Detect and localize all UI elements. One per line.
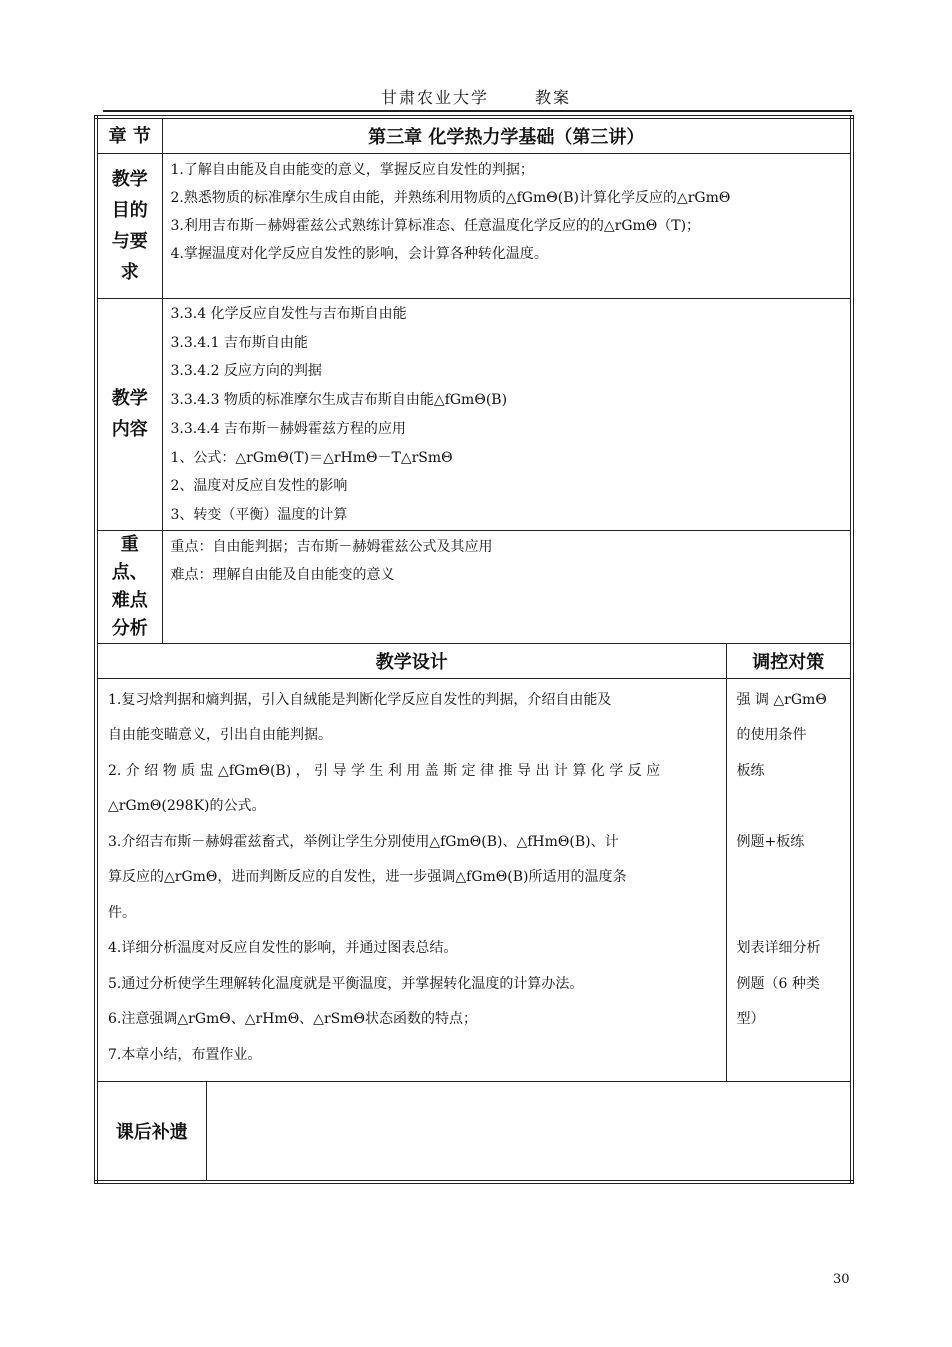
list-item: 2、温度对反应自发性的影响 bbox=[170, 478, 348, 495]
doc-type: 教案 bbox=[535, 88, 572, 107]
spacer bbox=[727, 789, 851, 825]
content-label-text: 教学内容 bbox=[111, 388, 148, 441]
keypoints-list bbox=[162, 530, 852, 643]
list-item: 1、公式：△rGmΘ(T)＝△rHmΘ－T△rSmΘ bbox=[170, 449, 453, 466]
objectives-row bbox=[96, 154, 852, 299]
objectives-label bbox=[96, 154, 162, 299]
control-note: 型） bbox=[736, 1011, 765, 1028]
design-line: 自由能变瞄意义，引出自由能判据。 bbox=[108, 727, 332, 744]
design-line: 算反应的△rGmΘ，进而判断反应的自发性，进一步强调△fGmΘ(B)所适用的温度条 bbox=[108, 869, 627, 886]
control-note: 强 调 △rGmΘ bbox=[736, 691, 827, 708]
list-item: 2.熟悉物质的标准摩尔生成自由能，并熟练利用物质的△fGmΘ(B)计算化学反应的△rGmΘ bbox=[170, 190, 731, 206]
list-item: 3.3.4.3 物质的标准摩尔生成吉布斯自由能△fGmΘ(B) bbox=[170, 392, 508, 409]
design-line: 5.通过分析使学生理解转化温度就是平衡温度，并掌握转化温度的计算办法。 bbox=[108, 975, 584, 992]
design-line: 件。 bbox=[108, 904, 136, 921]
design-line: 1.复习焓判据和熵判据，引入自絨能是判断化学反应自发性的判据，介绍自由能及 bbox=[108, 691, 612, 708]
design-line: △rGmΘ(298K)的公式。 bbox=[108, 798, 266, 815]
chapter-label: 章 节 bbox=[96, 117, 162, 154]
list-item: 3、转变（平衡）温度的计算 bbox=[170, 506, 348, 523]
design-body bbox=[96, 678, 726, 1081]
content-label bbox=[96, 299, 162, 531]
list-item: 难点：理解自由能及自由能变的意义 bbox=[170, 566, 395, 583]
list-item: 1.了解自由能及自由能变的意义，掌握反应自发性的判据； bbox=[170, 162, 534, 178]
control-note: 划表详细分析 bbox=[736, 940, 821, 957]
header-rule bbox=[103, 110, 852, 112]
control-header: 调控对策 bbox=[726, 643, 852, 678]
spacer bbox=[727, 860, 851, 896]
objectives-list bbox=[162, 154, 852, 299]
afterclass-row bbox=[96, 1081, 852, 1182]
design-line: 7.本章小结，布置作业。 bbox=[108, 1046, 262, 1063]
design-header: 教学设计 bbox=[96, 643, 726, 678]
design-line: 3.介绍吉布斯－赫姆霍兹畜式，举例让学生分别使用△fGmΘ(B)、△fHmΘ(B)、计 bbox=[108, 833, 619, 850]
list-item: 3.3.4.4 吉布斯－赫姆霍兹方程的应用 bbox=[170, 420, 406, 437]
page-header bbox=[0, 85, 952, 108]
chapter-row bbox=[96, 117, 852, 154]
afterclass-content bbox=[206, 1081, 852, 1182]
page-number: 30 bbox=[833, 1272, 850, 1287]
list-item: 3.3.4.2 反应方向的判据 bbox=[170, 363, 322, 380]
design-row bbox=[96, 678, 852, 1081]
control-note: 例题+板练 bbox=[736, 833, 805, 850]
control-body bbox=[726, 678, 852, 1081]
list-item: 3.利用吉布斯－赫姆霍兹公式熟练计算标准态、任意温度化学反应的的△rGmΘ（T)； bbox=[170, 218, 701, 234]
design-line: 6.注意强调△rGmΘ、△rHmΘ、△rSmΘ状态函数的特点； bbox=[108, 1011, 477, 1028]
list-item: 4.掌握温度对化学反应自发性的影响，会计算各种转化温度。 bbox=[170, 246, 548, 262]
keypoints-label bbox=[96, 530, 162, 643]
objectives-label-text: 教学目的与要求 bbox=[111, 169, 148, 283]
keypoints-row bbox=[96, 530, 852, 643]
design-header-row bbox=[96, 643, 852, 678]
keypoints-label-text: 重点、难点分析 bbox=[111, 533, 148, 639]
spacer bbox=[727, 896, 851, 932]
list-item: 3.3.4.1 吉布斯自由能 bbox=[170, 334, 308, 351]
lesson-plan-table bbox=[94, 115, 854, 1184]
list-item: 重点：自由能判据；吉布斯－赫姆霍兹公式及其应用 bbox=[170, 538, 493, 555]
university-name: 甘肃农业大学 bbox=[380, 88, 489, 107]
control-note: 例题（6 种类 bbox=[736, 975, 820, 992]
content-row bbox=[96, 299, 852, 531]
content-list bbox=[162, 299, 852, 531]
afterclass-label: 课后补遗 bbox=[96, 1081, 206, 1182]
design-line: 2. 介 绍 物 质 盅 △fGmΘ(B) ， 引 导 学 生 利 用 盖 斯 定 律 推 导 出 计 算 化 学 反 应 bbox=[108, 762, 661, 779]
chapter-title: 第三章 化学热力学基础（第三讲） bbox=[162, 117, 852, 154]
design-line: 4.详细分析温度对反应自发性的影响，并通过图表总结。 bbox=[108, 940, 458, 957]
control-note: 的使用条件 bbox=[736, 727, 807, 744]
control-note: 板练 bbox=[736, 762, 765, 779]
list-item: 3.3.4 化学反应自发性与吉布斯自由能 bbox=[170, 306, 407, 322]
